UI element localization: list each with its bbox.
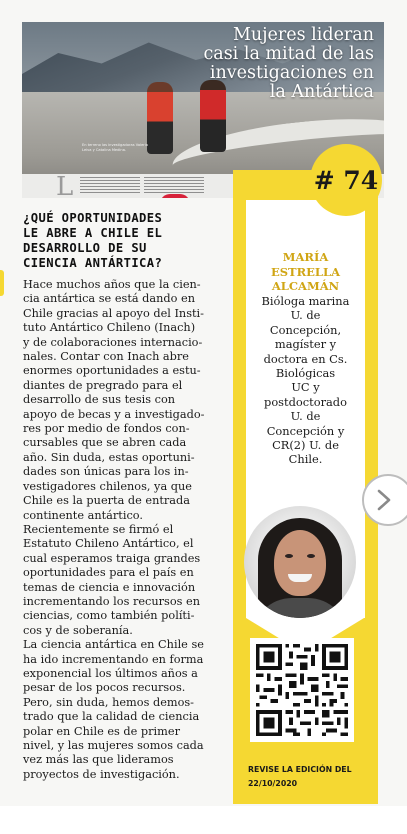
- answer-line: dades son únicas para los in-: [23, 465, 189, 479]
- answer-line: tuto Antártico Chileno (Inach): [23, 321, 196, 335]
- profile-portrait: [244, 506, 356, 618]
- question-line: LE ABRE A CHILE EL: [23, 226, 163, 240]
- qr-code-graphic: [256, 644, 348, 736]
- answer-line: cos y de soberanía.: [23, 623, 133, 637]
- bio-line: Biológicas: [275, 366, 336, 381]
- bio-line: postdoctorado: [264, 394, 347, 409]
- chevron-right-icon: [376, 489, 392, 511]
- answer-line: pesar de los pocos recursos.: [23, 681, 186, 695]
- bio-line: UC y: [291, 380, 320, 395]
- answer-line: proyectos de investigación.: [23, 767, 180, 781]
- question-line: DESARROLLO DE SU: [23, 241, 147, 255]
- answer-line: año. Sin duda, estas oportuni-: [23, 450, 195, 464]
- question-line: ¿QUÉ OPORTUNIDADES: [23, 211, 163, 225]
- answer-line: desarrollo de sus tesis con: [23, 393, 176, 407]
- answer-line: apoyo de becas y a investigado-: [23, 407, 205, 421]
- profile-name-line: MARÍA: [282, 250, 329, 264]
- answer-line: nales. Contar con Inach abre: [23, 350, 189, 364]
- bio-line: Concepción y: [266, 423, 345, 438]
- answer-line: exponencial los últimos años a: [23, 666, 198, 680]
- preview-text-lines: [80, 177, 140, 195]
- bio-line: U. de: [290, 409, 321, 424]
- answer-line: Hace muchos años que la cien-: [23, 278, 201, 291]
- portrait-face: [274, 530, 326, 596]
- next-page-button[interactable]: [362, 474, 407, 526]
- profile-name-line: ESTRELLA: [270, 264, 341, 279]
- answer-line: La ciencia antártica en Chile se: [23, 638, 204, 652]
- answer-line: res por medio de fondos con-: [23, 422, 190, 436]
- answer-line: y de colaboraciones internacio-: [23, 335, 203, 349]
- bio-line: Bióloga marina: [261, 294, 350, 308]
- issue-number-badge: # 74: [310, 144, 382, 216]
- edition-date: 22/10/2020: [248, 779, 298, 788]
- answer-line: diantes de pregrado para el: [23, 378, 183, 392]
- answer-line: cursables que se abren cada: [23, 436, 187, 450]
- answer-line: ha ido incrementando en forma: [23, 652, 204, 666]
- bio-line: doctora en Cs.: [263, 351, 348, 366]
- bio-line: CR(2) U. de: [272, 438, 339, 453]
- portrait-eye: [307, 554, 315, 558]
- answer-line: polar en Chile es de primer: [23, 724, 180, 738]
- question-line: CIENCIA ANTÁRTICA?: [23, 256, 163, 270]
- answer-line: vestigadores chilenos, ya que: [23, 479, 192, 493]
- interview-answer: [23, 278, 229, 782]
- portrait-eye: [285, 554, 293, 558]
- profile-name-line: ALCAMÁN: [271, 279, 340, 293]
- answer-line: Estatuto Chileno Antártico, el: [23, 537, 194, 551]
- answer-line: nivel, y las mujeres somos cada: [23, 739, 204, 752]
- answer-line: Chile es la puerta de entrada: [23, 494, 191, 508]
- drop-cap: L: [56, 172, 74, 198]
- headline: Mujeres lideran casi la mitad de las investigaciones en la Antártica: [203, 25, 374, 102]
- preview-text-lines: [144, 177, 204, 195]
- answer-line: Chile gracias al apoyo del Insti-: [23, 306, 204, 320]
- photo-caption: En terreno las investigadoras Valeria Leiva y Catalina Medina.: [82, 143, 148, 152]
- answer-line: continente antártico.: [23, 508, 143, 522]
- answer-line: oportunidades para el país en: [23, 566, 194, 580]
- bio-line: Chile.: [288, 452, 323, 467]
- answer-line: temas de ciencia e innovación: [23, 580, 196, 594]
- bio-line: Concepción,: [269, 322, 342, 337]
- answer-line: enormes oportunidades a estu-: [23, 364, 201, 378]
- answer-line: cia antártica se está dando en: [23, 292, 196, 306]
- edition-note: [248, 763, 368, 791]
- bio-line: U. de: [290, 308, 321, 323]
- interview-question: [23, 211, 223, 271]
- previous-page-edge: [0, 270, 4, 296]
- answer-line: cual esperamos traiga grandes: [23, 551, 201, 565]
- answer-line: Recientemente se firmó el: [23, 522, 174, 536]
- qr-code-icon[interactable]: [250, 638, 354, 742]
- answer-line: trado que la calidad de ciencia: [23, 710, 200, 724]
- viewer-bottom-bar: [0, 806, 407, 834]
- answer-line: Pero, sin duda, hemos demos-: [23, 695, 195, 709]
- profile-name: [246, 250, 365, 294]
- profile-bio: [246, 294, 365, 467]
- answer-line: ciencias, como también políti-: [23, 609, 195, 623]
- edition-line: REVISE LA EDICIÓN DEL: [248, 765, 352, 774]
- answer-line: vez más las que lideramos: [23, 753, 174, 767]
- answer-line: incrementando los recursos en: [23, 594, 200, 608]
- bio-line: magíster y: [274, 337, 337, 352]
